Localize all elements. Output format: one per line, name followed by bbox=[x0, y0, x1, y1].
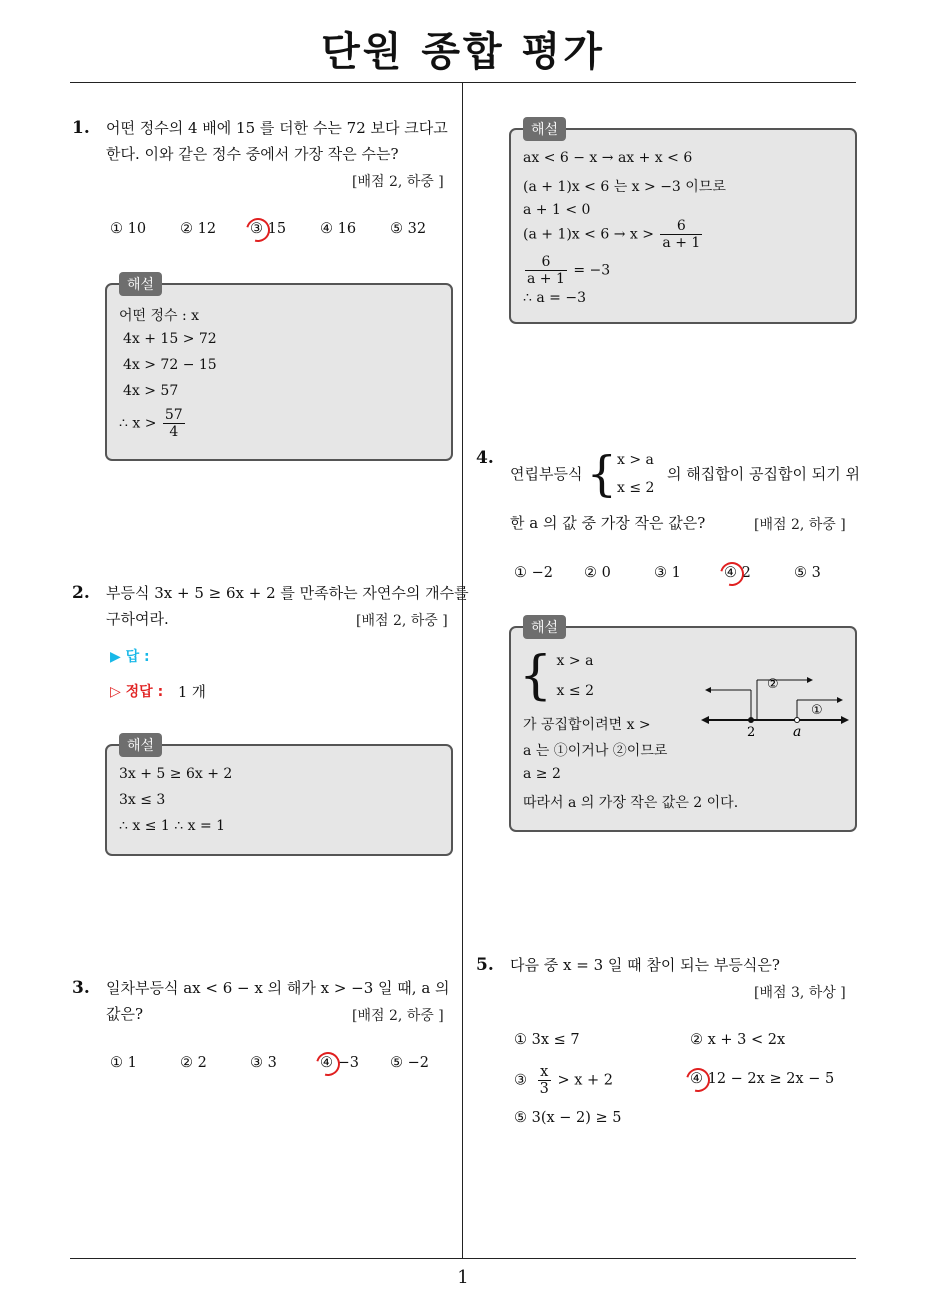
question-2-number: 2. bbox=[72, 583, 90, 603]
region-2-arrow bbox=[807, 677, 813, 683]
q1-solution-final bbox=[119, 407, 187, 440]
q4-option-5[interactable]: ⑤ 3 bbox=[794, 565, 821, 581]
brace-icon: { bbox=[519, 646, 553, 706]
q3-solution-line: ∴ a = −3 bbox=[523, 290, 586, 306]
question-4-system bbox=[586, 446, 654, 502]
question-3-line1: 일차부등식 ax < 6 − x 의 해가 x > −3 일 때, a 의 bbox=[106, 979, 450, 997]
q1-solution-line: 4x > 57 bbox=[123, 383, 179, 399]
q3-solution-line-frac2 bbox=[523, 254, 610, 287]
number-line-diagram bbox=[701, 674, 851, 744]
brace-icon: { bbox=[586, 446, 617, 502]
q4-solution-line: 가 공집합이려면 x > bbox=[523, 717, 651, 733]
q5-opt3-den: 3 bbox=[539, 1081, 549, 1097]
question-1-meta: [배점 2, 하중 ] bbox=[352, 174, 444, 190]
page-number: 1 bbox=[457, 1267, 469, 1288]
q5-option-1[interactable]: ① 3x ≤ 7 bbox=[514, 1032, 580, 1048]
q1-fraction bbox=[163, 407, 185, 440]
question-2-meta: [배점 2, 하중 ] bbox=[356, 613, 448, 629]
correct-answer-label: ▷ 정답 : bbox=[110, 684, 164, 700]
q5-opt3-num: x bbox=[538, 1064, 551, 1081]
q1-frac-den: 4 bbox=[169, 424, 179, 440]
q4-solution-line: a ≥ 2 bbox=[523, 766, 561, 782]
q1-solution-tag: 해설 bbox=[119, 272, 162, 296]
q4-option-1[interactable]: ① −2 bbox=[514, 565, 553, 581]
q3-solution-line: ax < 6 − x → ax + x < 6 bbox=[523, 150, 693, 166]
q4-sol-sys-2: x ≤ 2 bbox=[556, 683, 594, 699]
q4-solution-line: a 는 ①이거나 ②이므로 bbox=[523, 743, 668, 759]
q4-option-3[interactable]: ③ 1 bbox=[654, 565, 681, 581]
q2-solution-line: 3x + 5 ≥ 6x + 2 bbox=[119, 766, 233, 782]
q1-option-5[interactable]: ⑤ 32 bbox=[390, 221, 427, 237]
label-mark-1: ① bbox=[811, 703, 823, 718]
q1-solution-line: 4x > 72 − 15 bbox=[123, 357, 217, 373]
q1-option-2[interactable]: ② 12 bbox=[180, 221, 217, 237]
region-left-arrow bbox=[705, 687, 711, 693]
q1-solution-box bbox=[105, 277, 453, 461]
q3-frac-num: 6 bbox=[660, 218, 702, 235]
q2-solution-line: 3x ≤ 3 bbox=[119, 792, 166, 808]
region-1-arrow bbox=[837, 697, 843, 703]
question-5-text: 다음 중 x = 3 일 때 참이 되는 부등식은? bbox=[510, 956, 780, 974]
q1-solution-line: 어떤 정수 : x bbox=[119, 308, 200, 324]
q1-option-3[interactable]: ③ 15 bbox=[250, 221, 287, 237]
question-3-meta: [배점 2, 하중 ] bbox=[352, 1008, 444, 1024]
q3-solution-line: (a + 1)x < 6 는 x > −3 이므로 bbox=[523, 179, 726, 195]
q3-solution-line: a + 1 < 0 bbox=[523, 202, 591, 218]
q5-option-3[interactable] bbox=[514, 1064, 613, 1097]
correct-answer-value: 1 개 bbox=[178, 685, 206, 701]
q3-option-2[interactable]: ② 2 bbox=[180, 1055, 207, 1071]
question-1-line2: 한다. 이와 같은 정수 중에서 가장 작은 수는? bbox=[106, 145, 399, 163]
question-3-line2: 값은? bbox=[106, 1005, 144, 1023]
q4-option-2[interactable]: ② 0 bbox=[584, 565, 611, 581]
q3-option-5[interactable]: ⑤ −2 bbox=[390, 1055, 429, 1071]
q5-option-2[interactable]: ② x + 3 < 2x bbox=[690, 1032, 786, 1048]
question-4-line2: 한 a 의 값 중 가장 작은 값은? bbox=[510, 514, 706, 532]
q3-solution-line-frac bbox=[523, 218, 704, 251]
question-4-line1 bbox=[510, 446, 860, 502]
q4-sys-2: x ≤ 2 bbox=[617, 480, 655, 496]
q3-option-1[interactable]: ① 1 bbox=[110, 1055, 137, 1071]
closed-point bbox=[748, 717, 754, 723]
q3-solution-box bbox=[509, 122, 857, 324]
q3-fraction-2 bbox=[525, 254, 567, 287]
q5-option-3-label: ③ bbox=[514, 1072, 527, 1089]
q4-sol-sys-1: x > a bbox=[556, 653, 594, 669]
q1-option-1[interactable]: ① 10 bbox=[110, 221, 147, 237]
axis-left-arrow bbox=[701, 716, 709, 724]
q1-option-4[interactable]: ④ 16 bbox=[320, 221, 357, 237]
label-2: 2 bbox=[747, 725, 756, 740]
question-1-line1: 어떤 정수의 4 배에 15 를 더한 수는 72 보다 크다고 bbox=[106, 119, 448, 137]
q5-answer-mark bbox=[682, 1064, 715, 1097]
q3-solution-tag: 해설 bbox=[523, 117, 566, 141]
answer-input-label[interactable]: ▶ 답 : bbox=[110, 649, 150, 665]
q4-solution-tag: 해설 bbox=[523, 615, 566, 639]
q1-answer-mark bbox=[242, 214, 275, 247]
question-4-suffix: 의 해집합이 공집합이 되기 위 bbox=[667, 465, 860, 483]
label-mark-2: ② bbox=[767, 677, 779, 692]
q5-option-3-fraction bbox=[538, 1064, 551, 1097]
q5-option-3-rest: > x + 2 bbox=[557, 1072, 613, 1089]
question-3-number: 3. bbox=[72, 978, 90, 998]
q3-frac2-num: 6 bbox=[525, 254, 567, 271]
question-1-number: 1. bbox=[72, 118, 90, 138]
q4-answer-mark bbox=[716, 558, 749, 591]
q3-option-3[interactable]: ③ 3 bbox=[250, 1055, 277, 1071]
q3-fraction bbox=[660, 218, 702, 251]
column-divider bbox=[462, 82, 463, 1258]
axis-right-arrow bbox=[841, 716, 849, 724]
q2-solution-tag: 해설 bbox=[119, 733, 162, 757]
q4-solution-line: 따라서 a 의 가장 작은 값은 2 이다. bbox=[523, 795, 739, 811]
q2-solution-box bbox=[105, 738, 453, 856]
q4-system-lines bbox=[617, 446, 654, 502]
question-2-line1: 부등식 3x + 5 ≥ 6x + 2 를 만족하는 자연수의 개수를 bbox=[106, 584, 469, 602]
question-4-number: 4. bbox=[476, 448, 494, 468]
q4-sol-sys-lines bbox=[557, 646, 594, 706]
q1-solution-line: 4x + 15 > 72 bbox=[123, 331, 217, 347]
question-4-meta: [배점 2, 하중 ] bbox=[754, 517, 846, 533]
open-point bbox=[795, 718, 800, 723]
q3-answer-mark bbox=[312, 1048, 345, 1081]
q5-option-4[interactable]: ④ 12 − 2x ≥ 2x − 5 bbox=[690, 1071, 835, 1087]
question-1-text bbox=[106, 115, 448, 167]
q1-frac-num: 57 bbox=[164, 407, 183, 423]
q3-solution-eq: = −3 bbox=[573, 262, 611, 279]
q3-option-4[interactable]: ④ −3 bbox=[320, 1055, 359, 1071]
q4-sys-1: x > a bbox=[617, 452, 654, 468]
q2-solution-line: ∴ x ≤ 1 ∴ x = 1 bbox=[119, 818, 226, 834]
page-title: 단원 종합 평가 bbox=[321, 29, 605, 75]
q5-option-5[interactable]: ⑤ 3(x − 2) ≥ 5 bbox=[514, 1110, 622, 1126]
q3-solution-text: (a + 1)x < 6 → x > bbox=[523, 226, 654, 243]
label-a: a bbox=[793, 724, 802, 740]
q1-solution-therefore: ∴ x > bbox=[119, 415, 157, 432]
q3-frac-den: a + 1 bbox=[662, 235, 701, 251]
bottom-rule bbox=[70, 1258, 856, 1259]
q3-frac2-den: a + 1 bbox=[527, 271, 565, 287]
question-5-meta: [배점 3, 하상 ] bbox=[754, 985, 846, 1001]
question-2-line2: 구하여라. bbox=[106, 610, 169, 628]
q4-solution-system bbox=[519, 646, 594, 706]
q4-option-4[interactable]: ④ 2 bbox=[724, 565, 751, 581]
question-5-number: 5. bbox=[476, 955, 494, 975]
top-rule bbox=[70, 82, 856, 83]
q4-solution-box bbox=[509, 620, 857, 832]
question-4-prefix: 연립부등식 bbox=[510, 465, 583, 483]
